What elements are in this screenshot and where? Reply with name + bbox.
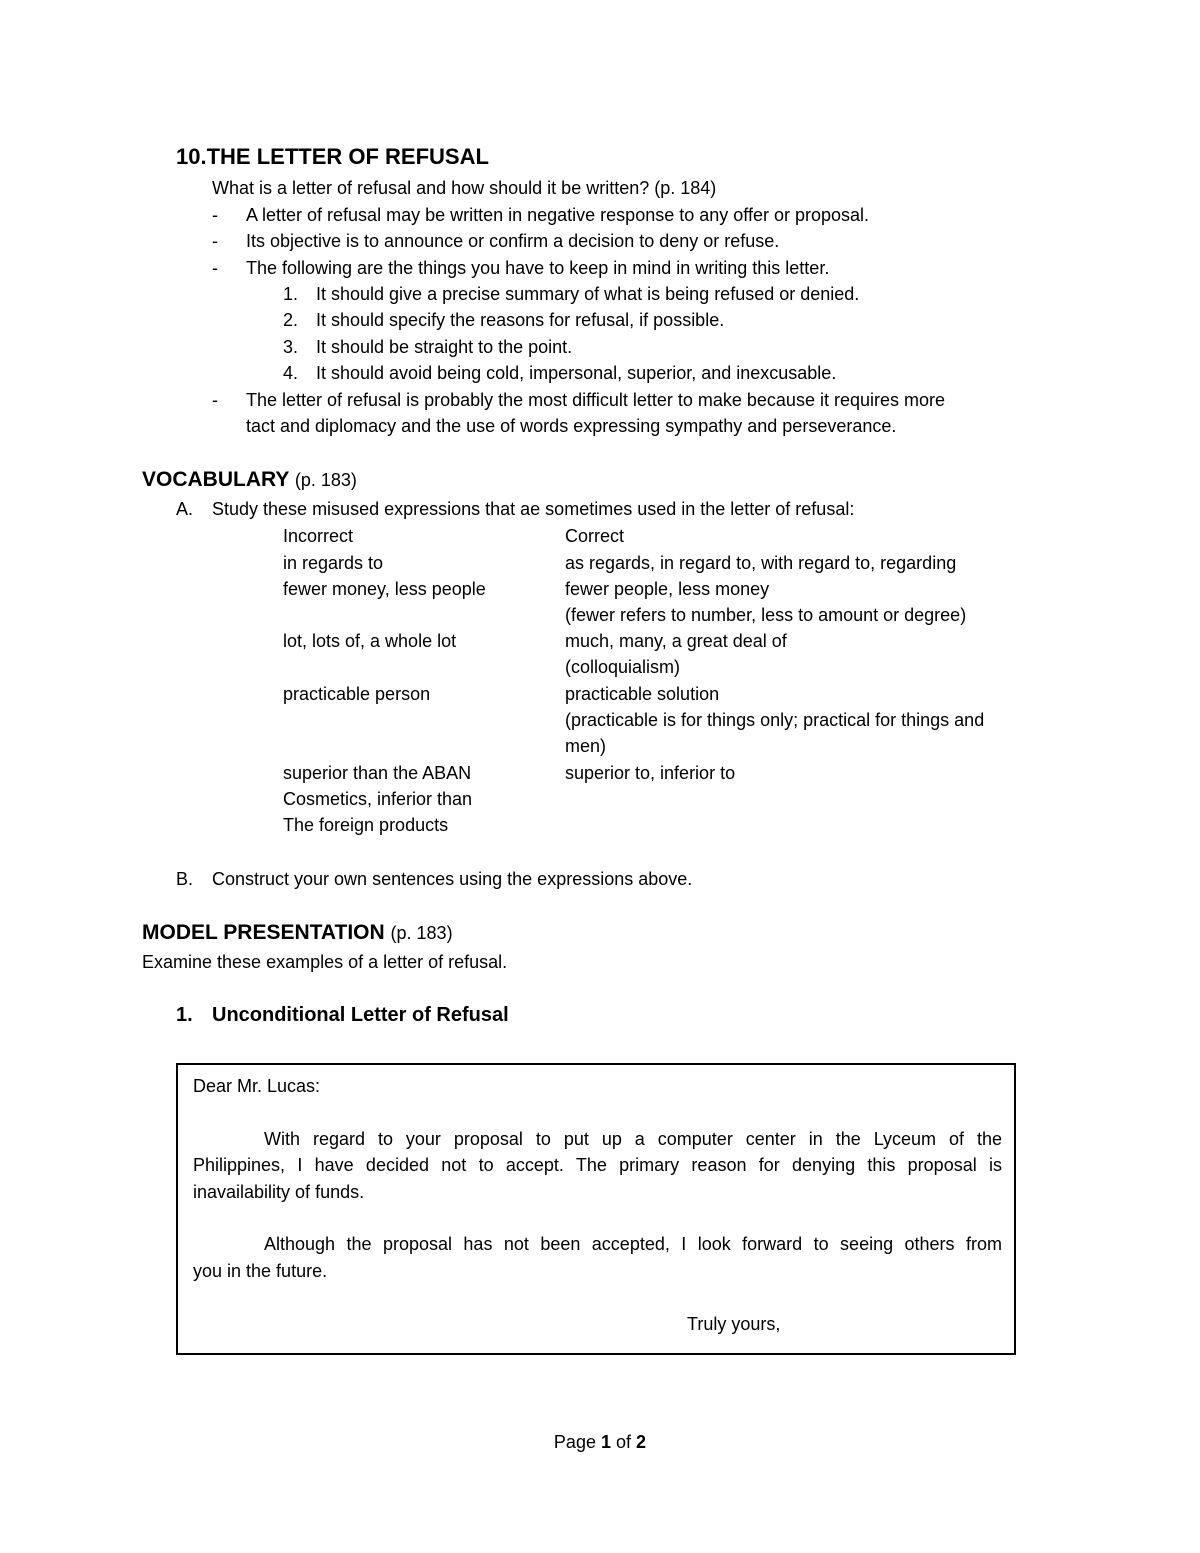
numbered-item: It should specify the reasons for refusal, if possible. bbox=[316, 310, 725, 330]
vocabulary-heading bbox=[142, 467, 357, 493]
item-b-letter: B. bbox=[176, 869, 194, 889]
correct-note: (practicable is for things only; practical for things and bbox=[565, 710, 985, 730]
bullet-item-line2: tact and diplomacy and the use of words expressing sympathy and perseverance. bbox=[246, 416, 897, 436]
item-b-text: Construct your own sentences using the expressions above. bbox=[212, 869, 693, 889]
model-title: MODEL PRESENTATION bbox=[142, 921, 385, 944]
vocabulary-page-ref: (p. 183) bbox=[294, 470, 357, 490]
incorrect-expression: The foreign products bbox=[283, 815, 449, 835]
item-a-letter: A. bbox=[176, 499, 194, 519]
correct-expression: as regards, in regard to, with regard to, regarding bbox=[565, 553, 957, 573]
numbered-item: It should give a precise summary of what is being refused or denied. bbox=[316, 284, 860, 304]
correct-expression: superior to, inferior to bbox=[565, 763, 736, 783]
example-title: Unconditional Letter of Refusal bbox=[212, 1004, 509, 1026]
incorrect-expression: practicable person bbox=[283, 684, 431, 704]
model-page-ref: (p. 183) bbox=[390, 923, 453, 943]
bullet-dash: - bbox=[212, 258, 218, 278]
item-a-text: Study these misused expressions that ae sometimes used in the letter of refusal: bbox=[212, 499, 855, 519]
correct-expression: much, many, a great deal of bbox=[565, 631, 787, 651]
numbered-item: It should be straight to the point. bbox=[316, 337, 573, 357]
letter-p2-line2: you in the future. bbox=[193, 1261, 328, 1281]
incorrect-expression: superior than the ABAN bbox=[283, 763, 472, 783]
incorrect-expression: lot, lots of, a whole lot bbox=[283, 631, 457, 651]
section-title: THE LETTER OF REFUSAL bbox=[206, 144, 489, 169]
letter-box bbox=[176, 1063, 1016, 1355]
numbered-marker: 2. bbox=[283, 310, 299, 330]
model-intro: Examine these examples of a letter of refusal. bbox=[142, 952, 508, 972]
correct-note: (colloquialism) bbox=[565, 657, 681, 677]
numbered-item: It should avoid being cold, impersonal, superior, and inexcusable. bbox=[316, 363, 837, 383]
footer-total-pages: 2 bbox=[636, 1432, 647, 1452]
bullet-item: Its objective is to announce or confirm a decision to deny or refuse. bbox=[246, 231, 780, 251]
correct-expression: practicable solution bbox=[565, 684, 720, 704]
incorrect-expression: fewer money, less people bbox=[283, 579, 486, 599]
letter-p1-line1: With regard to your proposal to put up a computer center in the Lyceum of the bbox=[264, 1129, 1002, 1149]
bullet-item: The following are the things you have to keep in mind in writing this letter. bbox=[246, 258, 830, 278]
intro-question: What is a letter of refusal and how should it be written? (p. 184) bbox=[212, 178, 717, 198]
numbered-marker: 4. bbox=[283, 363, 299, 383]
footer-page-label: Page bbox=[553, 1432, 596, 1452]
column-header-correct: Correct bbox=[565, 526, 625, 546]
model-heading bbox=[142, 920, 453, 946]
letter-p1-line2: Philippines, I have decided not to accept. The primary reason for denying this proposal is bbox=[193, 1155, 1002, 1175]
letter-closing: Truly yours, bbox=[687, 1314, 781, 1334]
footer-of-label: of bbox=[616, 1432, 632, 1452]
page-footer bbox=[0, 1432, 1200, 1453]
bullet-item: A letter of refusal may be written in negative response to any offer or proposal. bbox=[246, 205, 870, 225]
numbered-marker: 3. bbox=[283, 337, 299, 357]
bullet-item-line1: The letter of refusal is probably the most difficult letter to make because it requires more bbox=[246, 390, 945, 410]
incorrect-expression: in regards to bbox=[283, 553, 384, 573]
column-header-incorrect: Incorrect bbox=[283, 526, 354, 546]
correct-note: men) bbox=[565, 736, 607, 756]
footer-current-page: 1 bbox=[600, 1432, 611, 1452]
section-heading bbox=[176, 144, 489, 170]
correct-expression: fewer people, less money bbox=[565, 579, 770, 599]
example-number: 1. bbox=[176, 1004, 193, 1026]
bullet-dash: - bbox=[212, 205, 218, 225]
bullet-dash: - bbox=[212, 231, 218, 251]
section-number: 10. bbox=[176, 144, 207, 169]
incorrect-expression: Cosmetics, inferior than bbox=[283, 789, 473, 809]
vocabulary-title: VOCABULARY bbox=[142, 468, 290, 491]
letter-salutation: Dear Mr. Lucas: bbox=[193, 1076, 321, 1096]
correct-note: (fewer refers to number, less to amount or degree) bbox=[565, 605, 967, 625]
letter-p1-line3: inavailability of funds. bbox=[193, 1182, 365, 1202]
bullet-dash: - bbox=[212, 390, 218, 410]
letter-p2-line1: Although the proposal has not been accepted, I look forward to seeing others from bbox=[264, 1234, 1002, 1254]
numbered-marker: 1. bbox=[283, 284, 299, 304]
